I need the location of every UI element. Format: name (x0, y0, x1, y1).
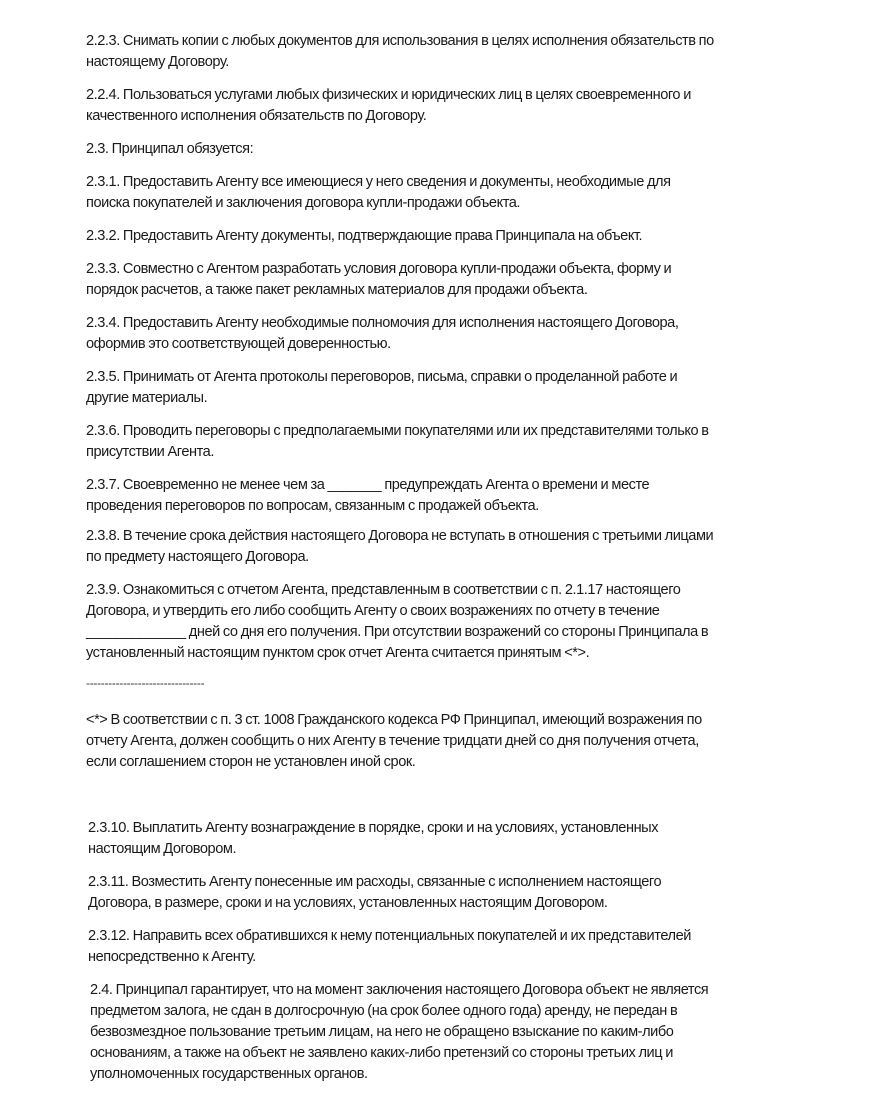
clause-2-3-2 (86, 226, 642, 247)
text-line: предметом залога, не сдан в долгосрочную (на срок более одного года) аренду, не передан в (90, 1003, 678, 1019)
clause-2-2-4 (86, 85, 691, 127)
text-line: Договора, в размере, сроки и на условиях, установленных настоящим Договором. (88, 895, 608, 911)
text-line: 2.3.9. Ознакомиться с отчетом Агента, представленным в соответствии с п. 2.1.17 настоящего (86, 582, 681, 598)
clause-2-2-3 (86, 31, 714, 73)
text-line: 2.2.4. Пользоваться услугами любых физических и юридических лиц в целях своевременного и (86, 87, 691, 103)
text-line: 2.3.5. Принимать от Агента протоколы переговоров, письма, справки о проделанной работе и (86, 369, 678, 385)
text-line: качественного исполнения обязательств по Договору. (86, 108, 427, 124)
text-line: 2.3.2. Предоставить Агенту документы, подтверждающие права Принципала на объект. (86, 228, 643, 244)
text-line: безвозмездное пользование третьим лицам, на него не обращено взыскание по каким-либо (90, 1024, 674, 1040)
text-line: уполномоченных государственных органов. (90, 1066, 368, 1082)
clause-2-3-10 (88, 818, 658, 860)
text-line: <*> В соответствии с п. 3 ст. 1008 Гражданского кодекса РФ Принципал, имеющий возражения по (86, 712, 702, 728)
text-line: Договора, и утвердить его либо сообщить Агенту о своих возражениях по отчету в течение (86, 603, 660, 619)
clause-2-3-11 (88, 872, 661, 914)
clause-2-3-heading (86, 139, 253, 160)
text-line: 2.3. Принципал обязуется: (86, 141, 254, 157)
text-line: по предмету настоящего Договора. (86, 549, 309, 565)
text-line: 2.3.7. Своевременно не менее чем за _______ предупреждать Агента о времени и месте (86, 477, 650, 493)
text-line: отчету Агента, должен сообщить о них Агенту в течение тридцати дней со дня получения отчета, (86, 733, 699, 749)
text-line: 2.4. Принципал гарантирует, что на момент заключения настоящего Договора объект не является (90, 982, 709, 998)
clause-2-3-1 (86, 172, 671, 214)
clause-2-4 (90, 980, 708, 1085)
clause-2-3-9 (86, 580, 708, 664)
clause-2-3-4 (86, 313, 678, 355)
text-line: _____________ дней со дня его получения. При отсутствии возражений со стороны Принципала в (86, 624, 709, 640)
text-line: 2.3.1. Предоставить Агенту все имеющиеся у него сведения и документы, необходимые для (86, 174, 671, 190)
text-line: непосредственно к Агенту. (88, 949, 256, 965)
text-line: 2.2.3. Снимать копии с любых документов для использования в целях исполнения обязательств по (86, 33, 714, 49)
text-line: поиска покупателей и заключения договора купли-продажи объекта. (86, 195, 521, 211)
text-line: проведения переговоров по вопросам, связанным с продажей объекта. (86, 498, 539, 514)
text-line: порядок расчетов, а также пакет рекламных материалов для продажи объекта. (86, 282, 588, 298)
clause-2-3-7 (86, 475, 649, 517)
text-line: присутствии Агента. (86, 444, 214, 460)
text-line: если соглашением сторон не установлен иной срок. (86, 754, 416, 770)
clause-2-3-6 (86, 421, 709, 463)
text-line: 2.3.3. Совместно с Агентом разработать условия договора купли-продажи объекта, форму и (86, 261, 672, 277)
clause-2-3-5 (86, 367, 677, 409)
clause-2-3-12 (88, 926, 691, 968)
clause-2-3-3 (86, 259, 671, 301)
text-line: 2.3.8. В течение срока действия настоящего Договора не вступать в отношения с третьими лицами (86, 528, 714, 544)
text-line: установленный настоящим пунктом срок отчет Агента считается принятым <*>. (86, 645, 590, 661)
text-line: 2.3.11. Возместить Агенту понесенные им расходы, связанные с исполнением настоящего (88, 874, 662, 890)
text-line: настоящему Договору. (86, 54, 229, 70)
footnote (86, 710, 702, 773)
text-line: 2.3.4. Предоставить Агенту необходимые полномочия для исполнения настоящего Договора, (86, 315, 679, 331)
text-line: 2.3.12. Направить всех обратившихся к нему потенциальных покупателей и их представителей (88, 928, 691, 944)
text-line: настоящим Договором. (88, 841, 237, 857)
text-line: 2.3.10. Выплатить Агенту вознаграждение в порядке, сроки и на условиях, установленных (88, 820, 659, 836)
text-line: оформив это соответствующей доверенностью. (86, 336, 391, 352)
clause-2-3-8 (86, 526, 713, 568)
footnote-separator: -------------------------------- (86, 676, 205, 690)
text-line: основаниям, а также на объект не заявлено каких-либо претензий со стороны третьих лиц и (90, 1045, 673, 1061)
text-line: другие материалы. (86, 390, 208, 406)
text-line: 2.3.6. Проводить переговоры с предполагаемыми покупателями или их представителями только в (86, 423, 709, 439)
